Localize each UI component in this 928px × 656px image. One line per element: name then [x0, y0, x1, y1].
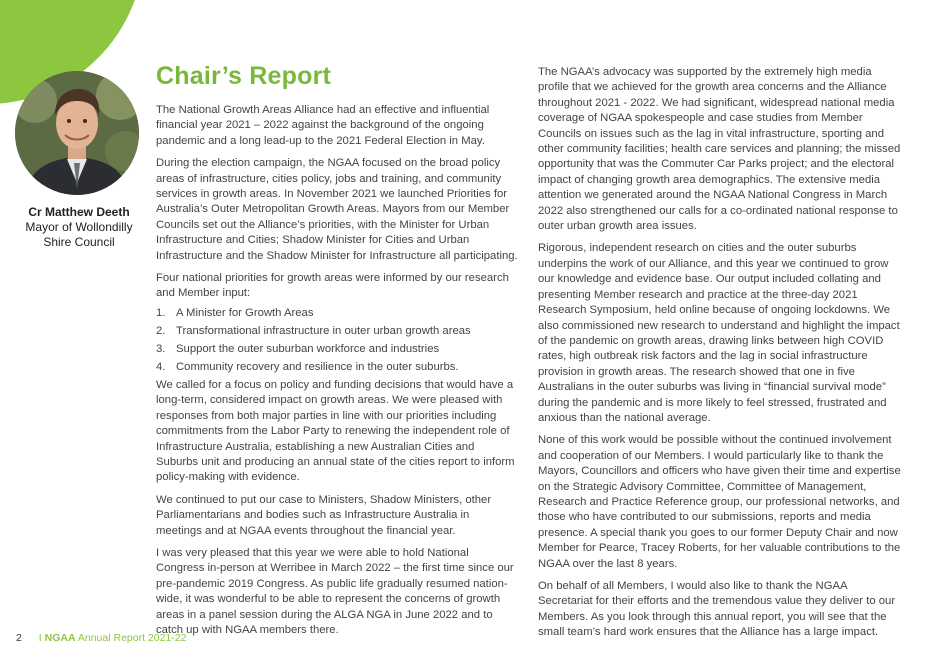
page-number: 2	[16, 632, 22, 644]
page-title: Chair’s Report	[156, 62, 332, 90]
paragraph: Four national priorities for growth areas were informed by our research and Member input:	[156, 272, 509, 300]
chair-role-line1: Mayor of Wollondilly	[25, 220, 133, 234]
paragraph: The NGAA’s advocacy was supported by the extremely high media profile that we achieved for the growth area concerns and the Alliance throughout 2021 - 2022. We had significant, widespread national media coverage of NGAA spokespeople and case studies from Member Councils on issues such as the lag in vital infrastructure, sporting and other community facilities; health care services and planning; the missed opportunity that was the Commuter Car Parks project; and the electoral impact of changing growth area demographics. The extensive media attention we generated around the NGAA National Congress in March 2022 also strengthened our calls for a co-ordinated national response to outer urban growth area issues.	[538, 66, 901, 233]
footer-separator: I	[38, 632, 42, 644]
list-number: 2.	[156, 324, 166, 337]
paragraph: I was very pleased that this year we were able to hold National Congress in-person at Werribee in March 2022 – the first time since our pre-pandemic 2019 Congress. As public life gradually resumed nation-wide, it was wonderful to be able to represent the concerns of growth areas in a panel session during the ALGA NGA in June 2022 and to catch up with NGAA members there.	[156, 547, 514, 637]
chair-role-line2: Shire Council	[43, 235, 115, 249]
paragraph: The National Growth Areas Alliance had an effective and influential financial year 2021 – 2022 against the background of the ongoing pandemic and a long lead-up to the 2021 Federal Election in May.	[156, 104, 490, 147]
footer-publication: Annual Report 2021-22	[77, 632, 187, 644]
list-item	[156, 360, 518, 375]
list-item	[156, 306, 518, 321]
paragraph: We called for a focus on policy and funding decisions that would have a long-term, considered impact on growth areas. We were pleased with responses from both major parties in line with our priorities including commitments from the Labor Party to renewing the independent role of Infrastructure Australia, establishing a new Australian Cities and Suburbs unit and producing an annual state of the cities report to inform policy-making with evidence.	[156, 379, 515, 484]
paragraph: During the election campaign, the NGAA focused on the broad policy areas of infrastructure, cities policy, jobs and training, and community services in growth areas. In November 2021 we launched Priorities for Australia’s Outer Metropolitan Growth Areas. Mayors from our Member Councils set out the Alliance’s priorities, with the Minister for Urban Infrastructure and Cities; Shadow Minister for Cities and Urban Infrastructure and the Shadow Minister for Infrastructure all participating.	[156, 157, 518, 262]
paragraph: Rigorous, independent research on cities and the outer suburbs underpins the work of our Alliance, and this year we continued to grow our knowledge and evidence base. Our output included collating and presenting Member research and practice at the three-day 2021 Research Symposium, held online because of ongoing lockdowns. We also commissioned new research to understand and highlight the impact of the pandemic on growth areas, drawing links between high COVID rates, high outbreak risk factors and the lag in social infrastructure provision in growth areas. The research showed that one in five Australians in the outer suburbs was living in “financial survival mode” during the pandemic and is more likely to feel stressed, frustrated and anxious than the national average.	[538, 242, 900, 424]
priorities-list	[156, 306, 518, 375]
list-number: 3.	[156, 342, 166, 355]
list-text: Support the outer suburban workforce and industries	[176, 342, 440, 355]
paragraph: On behalf of all Members, I would also like to thank the NGAA Secretariat for their efforts and the tremendous value they deliver to our Members. As you look through this annual report, you will see that the small team’s hard work ensures that the Alliance has a large impact.	[538, 580, 896, 639]
page-footer	[16, 632, 186, 644]
paragraph: We continued to put our case to Ministers, Shadow Ministers, other Parliamentarians and bodies such as Infrastructure Australia in meetings and at NGAA events throughout the financial year.	[156, 493, 492, 537]
list-text: Community recovery and resilience in the outer suburbs.	[176, 360, 459, 373]
list-number: 4.	[156, 360, 166, 373]
portrait-illustration	[15, 71, 139, 195]
list-text: A Minister for Growth Areas	[176, 306, 314, 319]
list-item	[156, 324, 518, 339]
right-text-column	[538, 65, 902, 648]
portrait-caption	[18, 205, 140, 250]
list-text: Transformational infrastructure in outer urban growth areas	[176, 324, 471, 337]
list-item	[156, 342, 518, 357]
chair-portrait	[15, 71, 139, 195]
chair-name: Cr Matthew Deeth	[28, 205, 130, 219]
left-text-column	[156, 103, 518, 646]
footer-brand: NGAA	[44, 632, 76, 644]
paragraph: None of this work would be possible without the continued involvement and cooperation of our Members. I would particularly like to thank the Mayors, Councillors and officers who have given their time and expertise on the Strategic Advisory Committee, Committee of Management, Research and Practice Reference group, our professional networks, and those who have contributed to our submissions, reports and media presence. A special thank you goes to our former Deputy Chair and now Member for Pearce, Tracey Roberts, for her valuable contributions to the NGAA over the last 8 years.	[538, 434, 901, 570]
list-number: 1.	[156, 306, 166, 319]
